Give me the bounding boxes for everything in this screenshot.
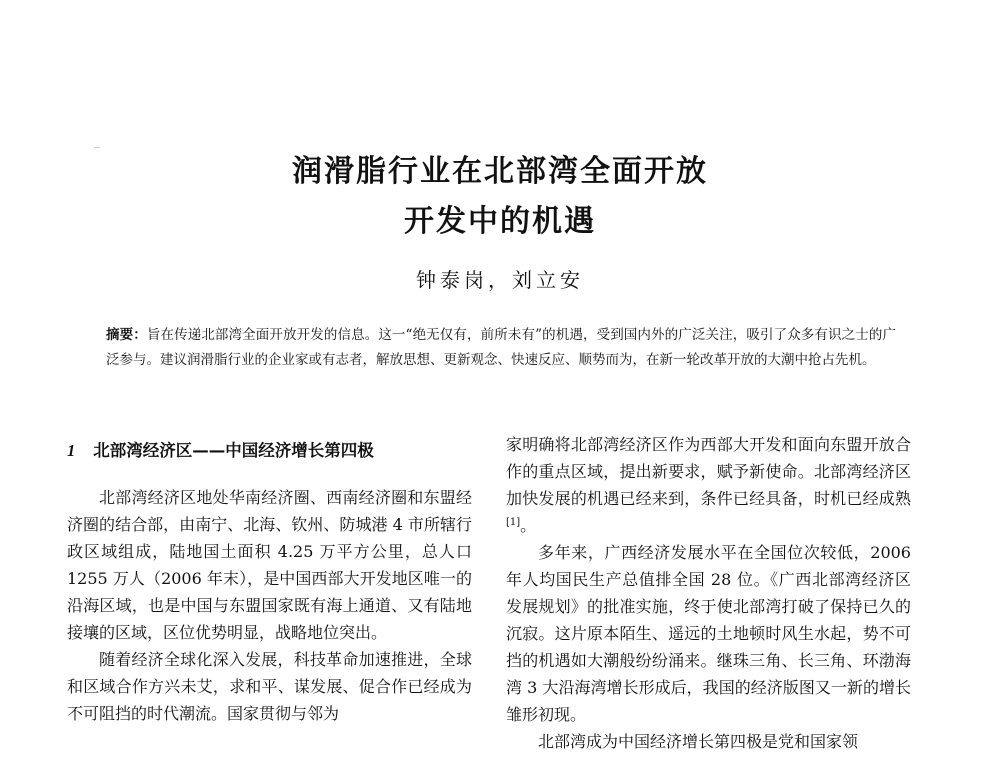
section-number: 1	[67, 441, 76, 460]
abstract-label: 摘要：	[106, 327, 147, 343]
paragraph	[506, 431, 911, 539]
reference-marker[interactable]: [1]	[506, 517, 521, 528]
right-column	[506, 431, 911, 755]
paragraph: 北部湾成为中国经济增长第四极是党和国家领	[538, 732, 859, 751]
left-column	[67, 440, 472, 727]
paragraph: 北部湾经济区地处华南经济圈、西南经济圈和东盟经济圈的结合部，由南宁、北海、钦州、防城港 4 市所辖行政区域组成，陆地国土面积 4.25 万平方公里，总人口 1255 万人（2006 年末），是中国西部大开发地区唯一的沿海区域，也是中国与东盟国家既有海上通道、又有陆地接壤的区域，区位优势明显，战略地位突出。	[67, 488, 472, 642]
section-heading	[67, 440, 472, 462]
abstract	[106, 323, 896, 373]
section-title: 北部湾经济区——中国经济增长第四极	[93, 441, 374, 460]
paragraph-text: 家明确将北部湾经济区作为西部大开发和面向东盟开放合作的重点区域，提出新要求，赋予新使命。北部湾经济区加快发展的机遇已经来到，条件已经具备，时机已经成熟	[506, 435, 911, 508]
paper-title-line2: 开发中的机遇	[404, 204, 596, 239]
paper-title-line1: 润滑脂行业在北部湾全面开放	[292, 154, 708, 189]
authors: 钟泰岗，刘立安	[416, 268, 584, 292]
paragraph: 随着经济全球化深入发展，科技革命加速推进，全球和区域合作方兴未艾，求和平、谋发展、促合作已经成为不可阻挡的时代潮流。国家贯彻与邻为	[67, 650, 472, 723]
abstract-text: 旨在传递北部湾全面开放开发的信息。这一“绝无仅有，前所未有”的机遇，受到国内外的广泛关注，吸引了众多有识之士的广泛参与。建议润滑脂行业的企业家或有志者，解放思想、更新观念、快速反应、顺势而为，在新一轮改革开放的大潮中抢占先机。	[106, 327, 897, 368]
paragraph-end: 。	[520, 516, 537, 535]
paragraph: 多年来，广西经济发展水平在全国位次较低，2006 年人均国民生产总值排全国 28 位。《广西北部湾经济区发展规划》的批准实施，终于使北部湾打破了保持已久的沉寂。这片原本陌生、遥远的土地顿时风生水起，势不可挡的机遇如大潮般纷纷涌来。继珠三角、长三角、环渤海湾 3 大沿海湾增长形成后，我国的经济版图又一新的增长雏形初现。	[506, 543, 911, 724]
